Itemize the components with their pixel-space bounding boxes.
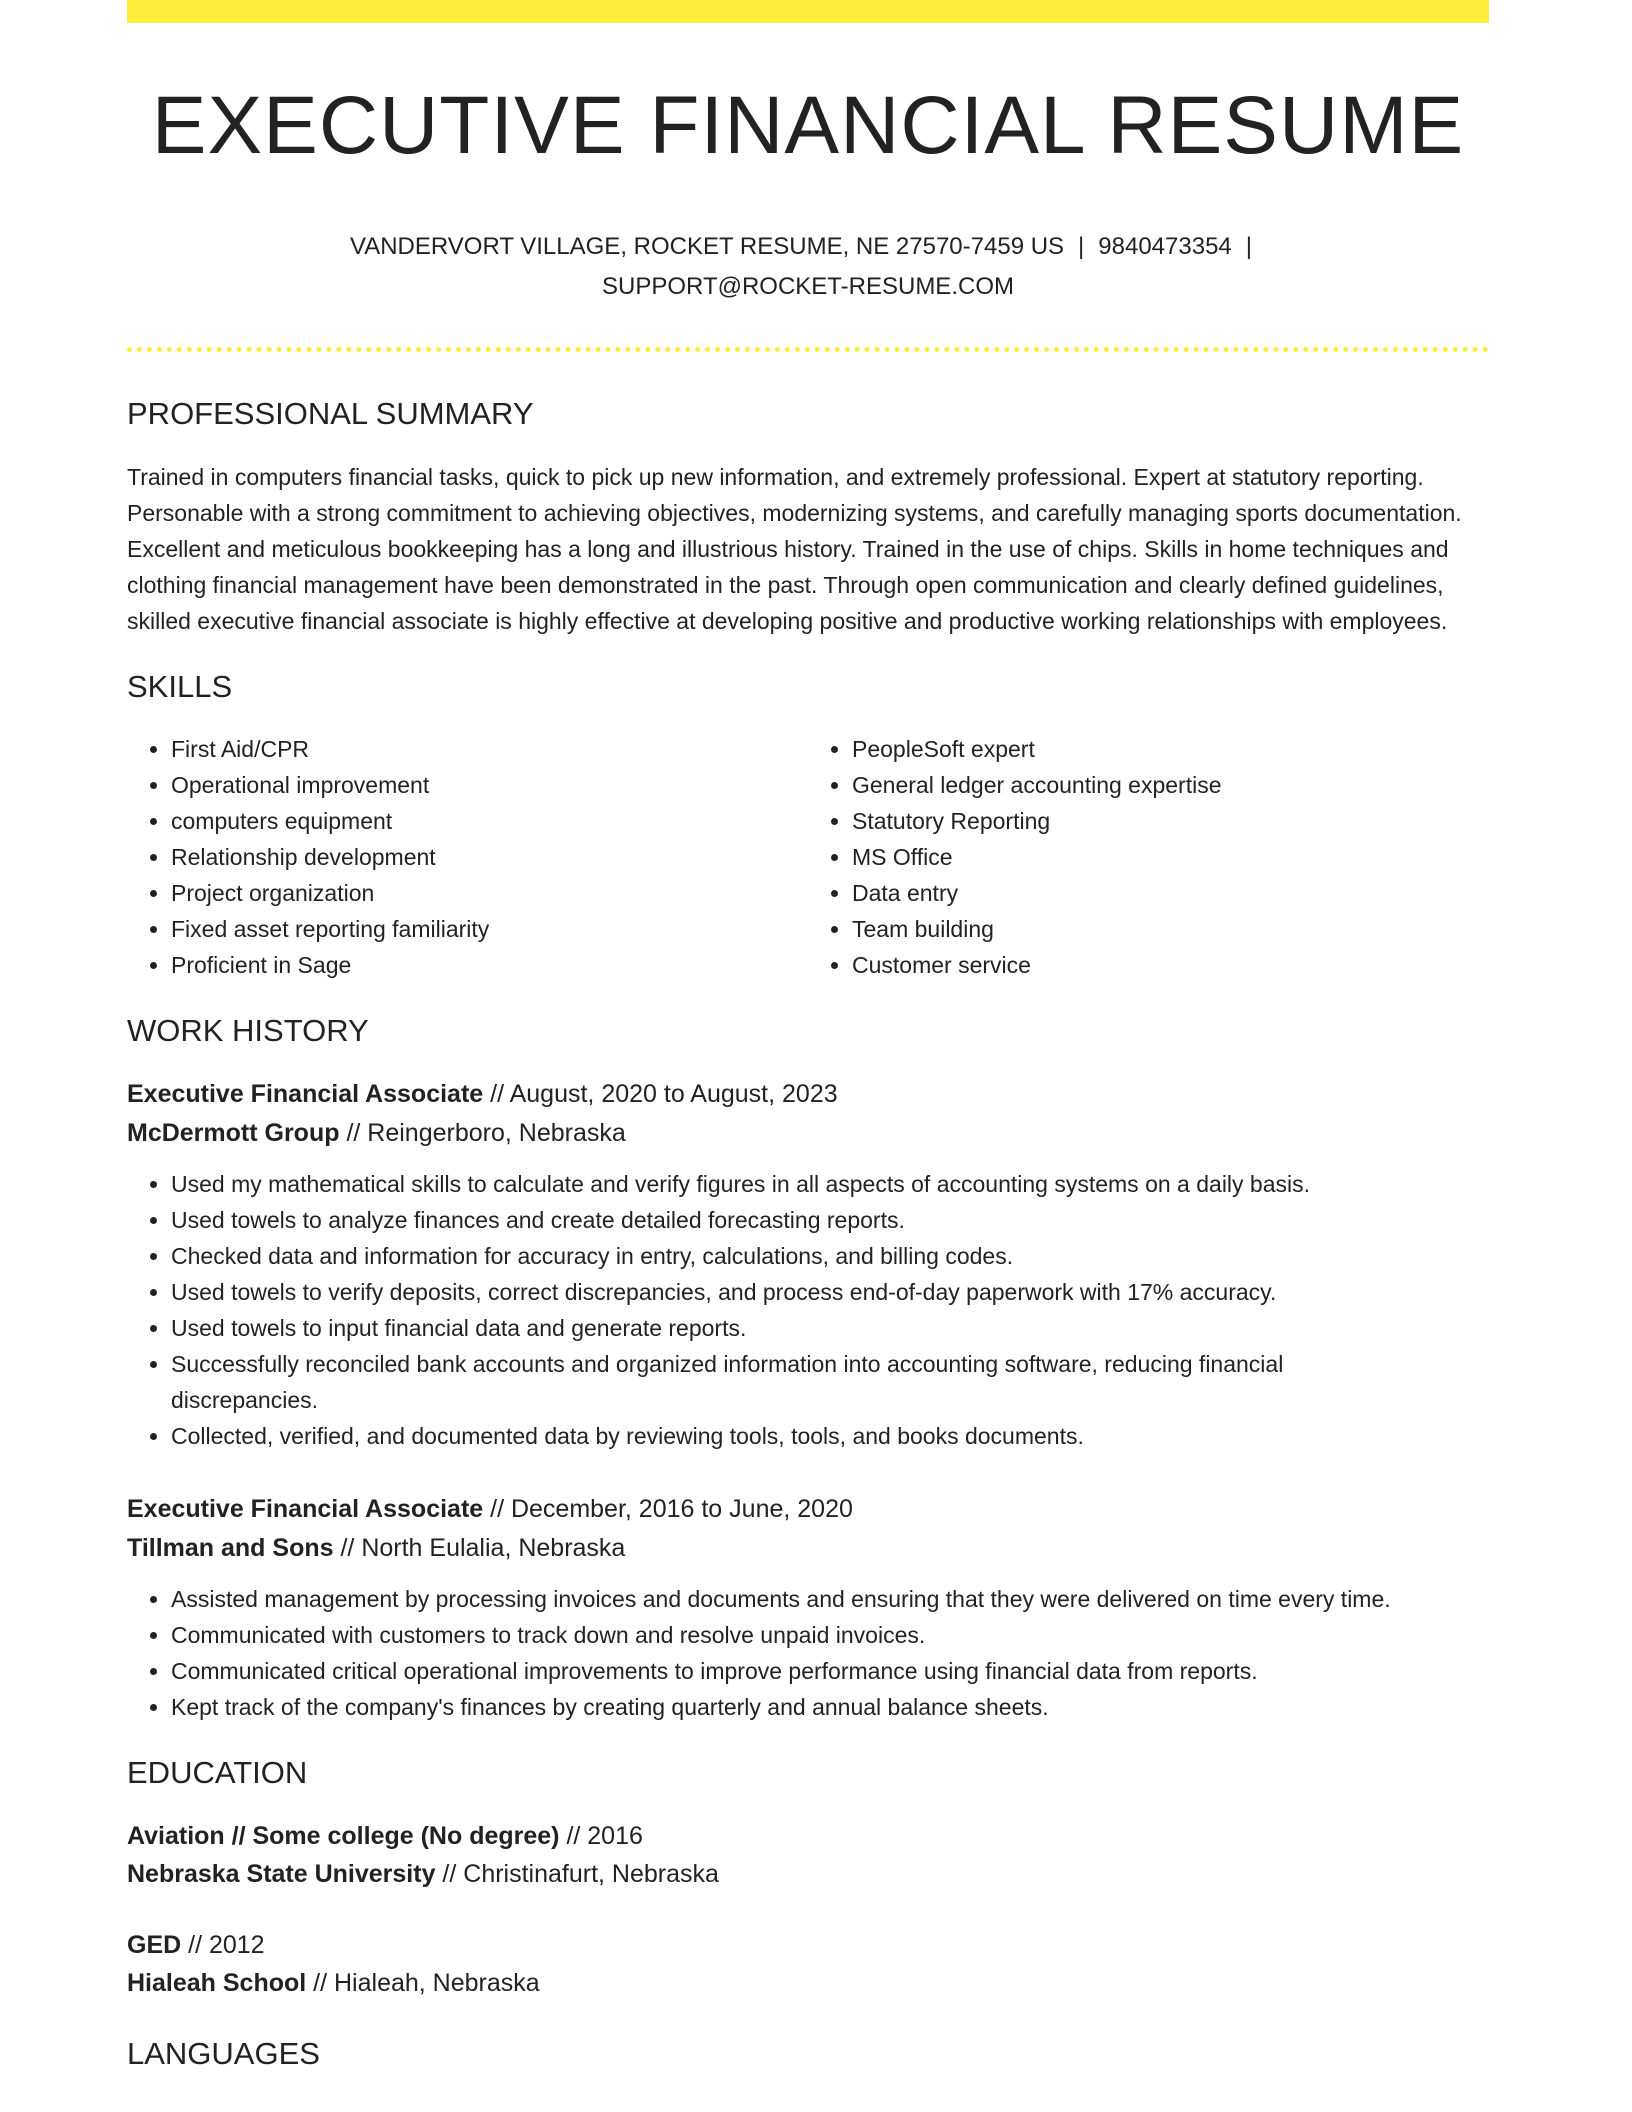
skill-item: • Operational improvement [171, 767, 808, 803]
job-title-line [127, 1075, 1489, 1114]
job-bullet: • Used my mathematical skills to calculate and verify figures in all aspects of accounting systems on a daily basis. [171, 1166, 1489, 1202]
job-company: Tillman and Sons [127, 1534, 334, 1562]
education-degree-line [127, 1817, 1489, 1855]
skill-item: • Statutory Reporting [852, 803, 1489, 839]
job-company-line [127, 1529, 1489, 1568]
job-bullet: • Communicated critical operational improvements to improve performance using financial data from reports. [171, 1653, 1489, 1689]
job-bullet: • Used towels to input financial data and generate reports. [171, 1310, 1489, 1346]
job-entry [127, 1075, 1489, 1454]
section-title-skills: SKILLS [127, 669, 233, 704]
section-title-summary: PROFESSIONAL SUMMARY [127, 396, 534, 431]
job-company-line [127, 1114, 1489, 1153]
education-school: Hialeah School [127, 1969, 307, 1997]
education-degree: GED [127, 1931, 182, 1959]
education-degree: Aviation // Some college (No degree) [127, 1822, 560, 1850]
job-dates: // December, 2016 to June, 2020 [483, 1495, 853, 1523]
dotted-divider [127, 347, 1489, 352]
education-location: // Christinafurt, Nebraska [435, 1860, 719, 1888]
separator: | [1245, 233, 1252, 260]
phone: 9840473354 [1098, 233, 1232, 260]
education-year: // 2012 [181, 1931, 265, 1959]
education-entry [127, 1817, 1489, 1893]
education-year: // 2016 [559, 1822, 643, 1850]
job-bullet: • Checked data and information for accuracy in entry, calculations, and billing codes. [171, 1238, 1489, 1274]
section-title-education: EDUCATION [127, 1755, 308, 1790]
job-bullet: • Used towels to verify deposits, correct discrepancies, and process end-of-day paperwork with 17% accuracy. [171, 1274, 1489, 1310]
skill-item: • Proficient in Sage [171, 947, 808, 983]
accent-top-bar [127, 0, 1489, 23]
skill-item: • MS Office [852, 839, 1489, 875]
job-company: McDermott Group [127, 1119, 340, 1147]
contact-line-2 [127, 267, 1489, 307]
skill-item: • Relationship development [171, 839, 808, 875]
job-bullet: • Collected, verified, and documented data by reviewing tools, tools, and books documents. [171, 1418, 1489, 1454]
job-location: // Reingerboro, Nebraska [339, 1119, 626, 1147]
education-degree-line [127, 1926, 1489, 1964]
education-school: Nebraska State University [127, 1860, 436, 1888]
education-school-line [127, 1855, 1489, 1893]
job-title: Executive Financial Associate [127, 1495, 484, 1523]
contact-info [127, 227, 1489, 307]
skill-item: • Project organization [171, 875, 808, 911]
skill-item: • computers equipment [171, 803, 808, 839]
skills-column-right [808, 731, 1489, 983]
skill-item: • General ledger accounting expertise [852, 767, 1489, 803]
job-bullet: • Communicated with customers to track down and resolve unpaid invoices. [171, 1617, 1489, 1653]
job-title-line [127, 1490, 1489, 1529]
education-entry [127, 1926, 1489, 2002]
separator: | [1078, 233, 1085, 260]
job-dates: // August, 2020 to August, 2023 [483, 1080, 838, 1108]
email: SUPPORT@ROCKET-RESUME.COM [602, 273, 1014, 300]
job-location: // North Eulalia, Nebraska [333, 1534, 626, 1562]
section-title-work-history: WORK HISTORY [127, 1013, 369, 1048]
job-bullet: • Used towels to analyze finances and create detailed forecasting reports. [171, 1202, 1489, 1238]
skills-list [127, 731, 1489, 983]
education-school-line [127, 1964, 1489, 2002]
job-bullet: • Assisted management by processing invoices and documents and ensuring that they were delivered on time every time. [171, 1581, 1489, 1617]
summary-text: Trained in computers financial tasks, quick to pick up new information, and extremely professional. Expert at statutory reporting. Personable with a strong commitment to achieving objectives, modernizing systems, and carefully managing sports documentation. Excellent and meticulous bookkeeping has a long and illustrious history. Trained in the use of chips. Skills in home techniques and clothing financial management have been demonstrated in the past. Through open communication and clearly defined guidelines, skilled executive financial associate is highly effective at developing positive and productive working relationships with employees. [127, 464, 1462, 634]
job-bullet: • Kept track of the company's finances by creating quarterly and annual balance sheets. [171, 1689, 1489, 1725]
skill-item: • Customer service [852, 947, 1489, 983]
resume-title: EXECUTIVE FINANCIAL RESUME [151, 80, 1465, 171]
address: VANDERVORT VILLAGE, ROCKET RESUME, NE 27570-7459 US [349, 233, 1065, 260]
job-title: Executive Financial Associate [127, 1080, 484, 1108]
skill-item: • Data entry [852, 875, 1489, 911]
skill-item: • PeopleSoft expert [852, 731, 1489, 767]
skills-column-left [127, 731, 808, 983]
job-entry [127, 1490, 1489, 1725]
section-title-languages: LANGUAGES [127, 2036, 320, 2071]
resume-page [127, 0, 1489, 2072]
skill-item: • Fixed asset reporting familiarity [171, 911, 808, 947]
education-location: // Hialeah, Nebraska [306, 1969, 540, 1997]
skill-item: • First Aid/CPR [171, 731, 808, 767]
job-bullets [127, 1166, 1489, 1454]
job-bullets [127, 1581, 1489, 1725]
job-bullet: • Successfully reconciled bank accounts and organized information into accounting software, reducing financial discrepancies. [171, 1346, 1489, 1418]
contact-line-1 [127, 227, 1489, 267]
skill-item: • Team building [852, 911, 1489, 947]
